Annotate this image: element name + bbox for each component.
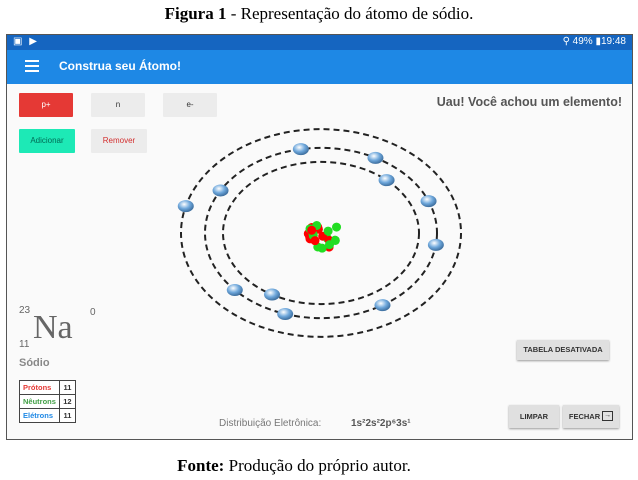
remove-button[interactable]: Remover	[91, 129, 147, 153]
element-found-message: Uau! Você achou um elemento!	[436, 95, 622, 109]
electron	[293, 143, 309, 155]
source-label: Fonte:	[177, 456, 225, 475]
electron	[421, 195, 437, 207]
electron	[213, 184, 229, 196]
app-screen	[6, 34, 633, 440]
close-label: FECHAR	[568, 412, 601, 421]
close-button[interactable]	[563, 405, 619, 428]
electron	[277, 308, 293, 320]
neutrons-value: 12	[59, 395, 75, 409]
neutrons-label: Nêutrons	[20, 395, 60, 409]
neutron	[324, 227, 333, 236]
source-text: Produção do próprio autor.	[224, 456, 411, 475]
distribution-value: 1s²2s²2p⁶3s¹	[351, 418, 411, 429]
proton	[311, 236, 320, 245]
distribution-label: Distribuição Eletrônica:	[219, 418, 322, 429]
particle-count-table	[19, 380, 76, 423]
element-name: Sódio	[19, 357, 50, 369]
periodic-table-button[interactable]: TABELA DESATIVADA	[517, 340, 609, 360]
electron	[227, 284, 243, 296]
atomic-number: 11	[19, 339, 30, 350]
figure-label: Figura 1	[164, 4, 227, 23]
status-left-icons: ▣ ▶	[13, 36, 39, 47]
status-right: ⚲ 49% ▮19:48	[562, 36, 626, 47]
clear-button[interactable]: LIMPAR	[509, 405, 559, 428]
electron	[379, 174, 395, 186]
neutron	[331, 236, 340, 245]
mass-number: 23	[19, 305, 31, 316]
proton-button[interactable]: p+	[19, 93, 73, 117]
neutron	[318, 244, 327, 253]
exit-icon: →	[604, 412, 612, 420]
element-symbol: Na	[33, 309, 73, 346]
protons-value: 11	[59, 381, 75, 395]
electrons-label: Elétrons	[20, 409, 60, 423]
table-row	[20, 409, 76, 423]
electron-button[interactable]: e-	[163, 93, 217, 117]
add-button[interactable]: Adicionar	[19, 129, 75, 153]
charge: 0	[90, 307, 96, 318]
electron	[374, 299, 390, 311]
electron	[264, 289, 280, 301]
figure-caption	[0, 4, 638, 24]
proton	[307, 226, 316, 235]
electron	[367, 152, 383, 164]
electron	[428, 239, 444, 251]
electron	[178, 200, 194, 212]
table-row	[20, 395, 76, 409]
table-row	[20, 381, 76, 395]
figure-source	[0, 456, 588, 476]
figure-title: - Representação do átomo de sódio.	[226, 4, 474, 23]
electrons-value: 11	[59, 409, 75, 423]
protons-label: Prótons	[20, 381, 60, 395]
neutron-button[interactable]: n	[91, 93, 145, 117]
neutron	[332, 223, 341, 232]
app-title: Construa seu Átomo!	[59, 59, 182, 73]
